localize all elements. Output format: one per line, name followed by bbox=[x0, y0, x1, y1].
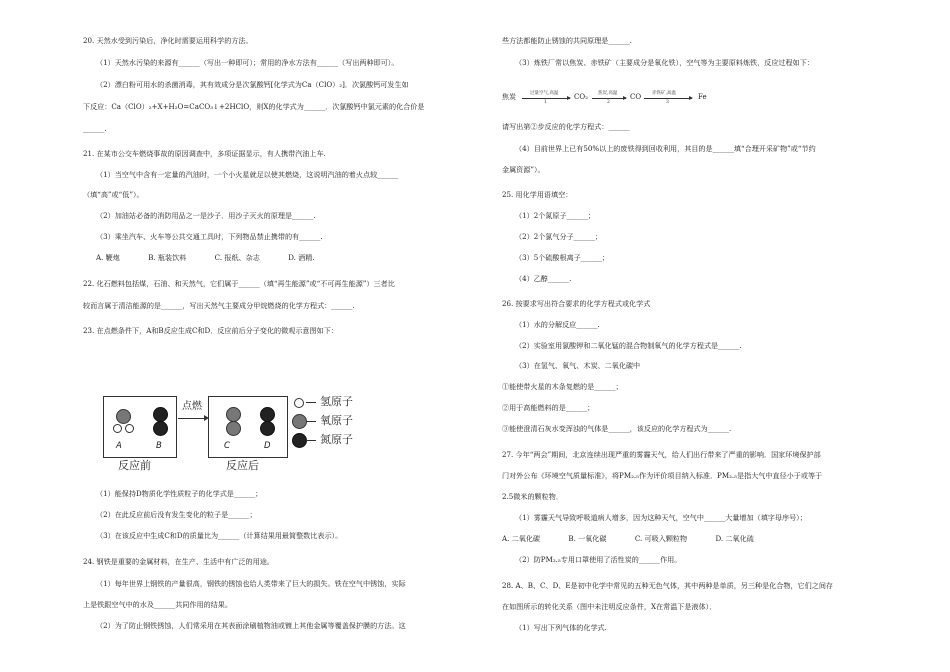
oxygen-atom-icon bbox=[116, 409, 131, 424]
flow-arrow-3 bbox=[644, 98, 692, 99]
q21-part2: （2）加油站必备的消防用品之一是沙子．用沙子灭火的原理是______. bbox=[96, 211, 316, 220]
legend-hydrogen: 氢原子 bbox=[320, 395, 353, 408]
flow-cond-3: 赤铁矿,高温 bbox=[652, 91, 676, 96]
nitrogen-legend-icon bbox=[292, 433, 307, 448]
q21-part1-line2: （填“高”或“低”）。 bbox=[83, 190, 144, 199]
after-label: 反应后 bbox=[226, 459, 259, 472]
q26-title: 26. 按要求写出符合要求的化学方程式或化学式 bbox=[502, 299, 651, 308]
q26-part2: （2）实验室用氯酸钾和二氧化锰的混合物制氧气的化学方程式是______. bbox=[515, 341, 742, 350]
flow-coke: 焦炭 bbox=[502, 93, 516, 101]
flow-step-2: 2 bbox=[607, 100, 610, 105]
nitrogen-atom-icon bbox=[153, 407, 168, 422]
q21-options: A. 鞭炮 B. 瓶装饮料 C. 报纸、杂志 D. 酒精. bbox=[96, 253, 315, 262]
q23-part3: （3）在该反应中生成C和D的质量比为______（计算结果用最简整数比表示）。 bbox=[96, 531, 343, 540]
q23-part2: （2）在此反应前后没有发生变化的粒子是______； bbox=[96, 510, 257, 519]
q22-line1: 22. 化石燃料包括煤，石油、和天然气，它们属于______（填“再生能源”或“不可再生能源”）三者比 bbox=[83, 279, 395, 288]
q24-part2-line1: （2）为了防止钢铁锈蚀，人们常采用在其表面涂刷植物油或镀上其他金属等覆盖保护膜的方法。这 bbox=[96, 621, 406, 630]
q24-title: 24. 钢铁是重要的金属材料，在生产、生活中有广泛的用途。 bbox=[83, 557, 274, 566]
legend-dash bbox=[306, 402, 316, 403]
flow-co: CO bbox=[630, 93, 642, 101]
flow-step-1: 1 bbox=[544, 100, 547, 105]
legend-dash bbox=[306, 421, 316, 422]
q24-part3: （3）炼铁厂常以焦炭、赤铁矿（主要成分是氧化铁），空气等为主要原料炼铁，反应过程如下： bbox=[515, 58, 814, 67]
nitrogen-atom-icon bbox=[153, 421, 168, 436]
flow-arrow-2 bbox=[592, 98, 626, 99]
q24-part4-line1: （4）目前世界上已有50%以上的废铁得到回收利用，其目的是______填“合理开采矿物”或“节约 bbox=[515, 144, 816, 153]
hydrogen-legend-icon bbox=[294, 398, 304, 408]
q27-line3: 2.5微米的颗粒物． bbox=[502, 492, 563, 501]
flow-cond-2: 焦炭,高温 bbox=[598, 91, 618, 96]
q20-part2-line1: （2）漂白粉可用水的杀菌消毒，其有效成分是次氯酸钙[化学式为Ca（ClO）₂]．次氯酸钙可发生如 bbox=[96, 80, 409, 89]
legend-oxygen: 氧原子 bbox=[320, 414, 353, 427]
hydrogen-atom-icon bbox=[125, 424, 134, 433]
after-box bbox=[208, 396, 288, 458]
flow-fe: Fe bbox=[698, 93, 707, 101]
q24-part1-line2: 上是铁跟空气中的水及______共同作用的结果。 bbox=[83, 600, 232, 609]
q26-choice2: ②用于高能燃料的是______； bbox=[502, 403, 595, 412]
label-a: A bbox=[116, 441, 122, 451]
q25-part4: （4）乙醇______. bbox=[515, 274, 572, 283]
q20-part2-line3: ______. bbox=[83, 124, 107, 133]
q25-title: 25. 用化学用语填空： bbox=[502, 190, 573, 199]
q24-step2-ask: 请写出第②步反应的化学方程式：______ bbox=[502, 122, 630, 131]
q20-title: 20. 天然水受到污染后，净化时需要运用科学的方法。 bbox=[83, 36, 253, 45]
q28-part1: （1）写出下列气体的化学式. bbox=[515, 623, 607, 632]
q26-part3: （3）在氢气、氧气、木炭、二氧化碳中 bbox=[515, 361, 641, 370]
q25-part2: （2）2个氯气分子______； bbox=[515, 232, 603, 241]
flow-step-3: 3 bbox=[666, 100, 669, 105]
label-d: D bbox=[264, 441, 271, 451]
nitrogen-atom-icon bbox=[260, 407, 275, 422]
flow-arrow-1 bbox=[522, 98, 570, 99]
q26-part1: （1）水的分解反应______. bbox=[515, 320, 600, 329]
before-label: 反应前 bbox=[118, 459, 151, 472]
q21-title: 21. 在某市公交车燃烧事故的原因调查中，多项证据显示，有人携带汽油上车. bbox=[83, 149, 326, 158]
oxygen-legend-icon bbox=[292, 414, 307, 429]
right-column bbox=[502, 0, 892, 672]
q23-part1: （1）能保持D物质化学性质粒子的化学式是______； bbox=[96, 489, 263, 498]
legend-dash bbox=[306, 440, 316, 441]
q21-part1-line1: （1）当空气中含有一定量的汽油时，一个小火星就足以使其燃烧，这说明汽油的着火点较______ bbox=[96, 170, 399, 179]
q24-part2-line2: 些方法都能防止锈蚀的共同原理是______. bbox=[502, 36, 632, 45]
q27-options: A. 二氧化碳 B. 一氧化碳 C. 可吸入颗粒物 D. 二氧化硫 bbox=[502, 534, 754, 543]
q24-part1-line1: （1）每年世界上钢铁的产量很高，钢铁的锈蚀也给人类带来了巨大的损失。铁在空气中锈蚀，实际 bbox=[96, 579, 406, 588]
q23-title: 23. 在点燃条件下，A和B反应生成C和D．反应前后分子变化的微观示意图如下： bbox=[83, 326, 338, 335]
q21-part3: （3）乘坐汽车、火车等公共交通工具时，下列物品禁止携带的有______. bbox=[96, 232, 323, 241]
q28-line2: 在如图所示的转化关系（图中未注明反应条件，X在常温下是液体）． bbox=[502, 602, 717, 611]
left-column bbox=[83, 0, 473, 672]
q27-line1: 27. 今年“两会”期间，北京连续出现严重的雾霾天气，给人们出行带来了严重的影响．国家环境保护部 bbox=[502, 450, 821, 459]
ignite-label: 点燃 bbox=[182, 401, 202, 412]
q25-part3: （3）5个硫酸根离子______； bbox=[515, 253, 610, 262]
molecule-diagram bbox=[98, 394, 398, 478]
q28-line1: 28. A、B、C、D、E是初中化学中常见的五种无色气体，其中两种是单质，另三种是化合物，它们之间存 bbox=[502, 581, 834, 590]
q24-part4-line2: 金属资源”）。 bbox=[502, 165, 545, 174]
q20-part2-line2: 下反应：Ca（ClO）₂+X+H₂O=CaCO₃↓+2HClO，则X的化学式为______．次氯酸钙中氯元素的化合价是 bbox=[83, 102, 425, 111]
nitrogen-atom-icon bbox=[260, 421, 275, 436]
legend-nitrogen: 氮原子 bbox=[320, 433, 353, 446]
q20-part1: （1）天然水污染的来源有______（写出一种即可）；常用的净水方法有______（写出两种即可）。 bbox=[96, 58, 399, 67]
q27-part2: （2）防PM₂.₅专用口罩使用了活性炭的______作用。 bbox=[515, 555, 682, 564]
label-c: C bbox=[224, 441, 230, 451]
label-b: B bbox=[156, 441, 162, 451]
q27-part1: （1）雾霾天气导致呼吸道病人增多，因为这种天气，空气中______大量增加（填字母序号）； bbox=[515, 513, 807, 522]
hydrogen-atom-icon bbox=[113, 424, 122, 433]
reaction-arrow bbox=[178, 418, 206, 419]
q22-line2: 较而言属于清洁能源的是______，写出天然气主要成分甲烷燃烧的化学方程式：______. bbox=[83, 301, 355, 310]
q25-part1: （1）2个氮原子______； bbox=[515, 211, 595, 220]
oxygen-atom-icon bbox=[226, 421, 241, 436]
q27-line2: 门对外公布《环境空气质量标准》，将PM₂.₅作为评价项目纳入标准．PM₂.₅是指大气中直径小于或等于 bbox=[502, 471, 823, 480]
q26-choice3: ③能使澄清石灰水变浑浊的气体是______，该反应的化学方程式为______. bbox=[502, 424, 732, 433]
oxygen-atom-icon bbox=[226, 407, 241, 422]
flow-cond-1: 过量空气,高温 bbox=[530, 91, 559, 96]
flow-co2: CO₂ bbox=[574, 93, 588, 101]
ironmaking-flow bbox=[502, 90, 722, 108]
arrow-head-icon bbox=[204, 415, 209, 421]
q26-choice1: ①能使带火星的木条复燃的是______； bbox=[502, 382, 623, 391]
